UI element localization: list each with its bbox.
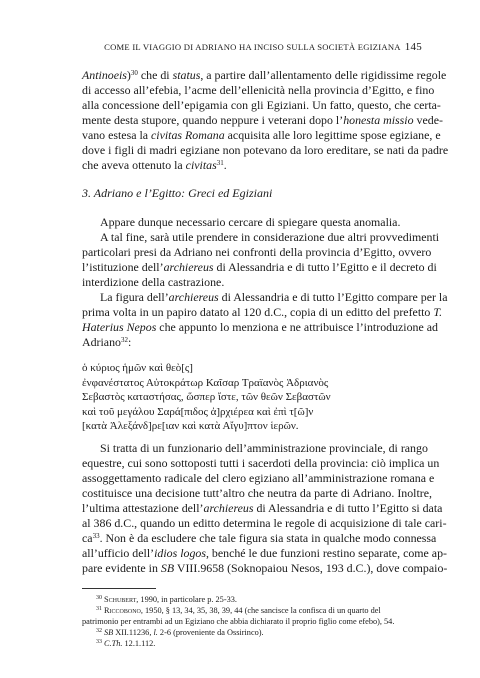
paragraph-1 (82, 68, 449, 173)
text-line: Adriano$^{32}$: (82, 335, 132, 349)
paragraph-2 (82, 215, 422, 230)
text-line: A tal fine, sarà utile prendere in considerazione due altri provvedimenti (100, 230, 440, 244)
greek-line: [κατὰ Ἀλεξάνδ]ρε[ιαν καὶ κατὰ Αἴγυ]πτον ἱερῶν. (82, 420, 299, 433)
text-line: di accesso all’efebia, l’acme dell’ellenicità nella provincia d’Egitto, e fino (82, 83, 435, 97)
text-line: alla concessione dell’epigamia con gli Egiziani. Un fatto, questo, che certa- (82, 98, 441, 112)
footnote-31: $^{31}$ Riccobono, 1950, § 13, 34, 35, 38, 39, 44 (che sancisce la confisca di un quarto del (96, 606, 381, 615)
text-line: interdizione della castrazione. (82, 275, 225, 289)
greek-quotation (82, 361, 382, 434)
running-head (82, 41, 422, 53)
footnote-rule (82, 588, 156, 589)
text-line: particolari presi da Adriano nei confronti della provincia d’Egitto, ovvero (82, 245, 432, 259)
footnote-31-continued: patrimonio per entrambi ad un Egiziano che abbia dichiarato il proprio figlio come efebo), 54. (82, 617, 395, 626)
text-line: Appare dunque necessario cercare di spiegare questa anomalia. (100, 215, 401, 229)
paragraph-4 (82, 290, 448, 350)
text-line: l’istituzione dell’archiereus di Alessandria e di tutto l’Egitto e il decreto di (82, 260, 437, 274)
paragraph-5 (82, 441, 448, 576)
page-number: 145 (404, 41, 422, 53)
footnote-30: $^{30}$ Schubert, 1990, in particolare p. 25-33. (96, 595, 237, 604)
text-line: mente desta stupore, quando neppure i veterani dopo l’honesta missio vede- (82, 113, 443, 127)
footnote-33: $^{33}$ C.Th. 12.1.112. (96, 639, 156, 648)
text-line: assoggettamento radicale del clero egiziano all’amministrazione romana e (82, 471, 435, 485)
text-line: equestre, cui sono sottoposti tutti i sacerdoti della provincia: ciò implica un (82, 456, 440, 470)
text-line: Haterius Nepos che appunto lo menziona e ne attribuisce l’introduzione ad (82, 320, 438, 334)
greek-line: ὁ κύριος ἡμῶν καὶ θεὸ[ς] (82, 362, 193, 374)
footnotes (82, 594, 422, 649)
text-line: Si tratta di un funzionario dell’amministrazione provinciale, di rango (100, 441, 428, 455)
footnote-32: $^{32}$ SB XII.11236, l. 2-6 (proveniente da Ossirinco). (96, 628, 264, 637)
greek-line: ἐνφανέστατος Αὐτοκράτωρ Καῖσαρ Τραϊανὸς Ἁδριανὸς (82, 376, 329, 389)
greek-line: καὶ τοῦ μεγάλου Σαρά[πιδος ἀ]ρχιέρεα καὶ ἐπὶ τ[ῶ]ν (82, 405, 314, 418)
running-head-title: COME IL VIAGGIO DI ADRIANO HA INCISO SULLA SOCIETÀ EGIZIANA (104, 42, 401, 52)
text-line: dove i figli di madri egiziane non potevano da loro ereditare, se nati da padre (82, 143, 449, 157)
greek-line: Σεβαστὸς καταστήσας, ὥσπερ ἴστε, τῶν θεῶν Σεβαστῶν (82, 391, 331, 404)
text-line: che aveva ottenuto la civitas$^{31}$. (82, 158, 227, 172)
text-line: Antinoeis)$^{30}$ che di status, a partire dall’allentamento delle rigidissime regole (82, 68, 447, 82)
text-line: all’ufficio dell’idios logos, benché le due funzioni restino separate, come ap- (82, 546, 447, 560)
text-line: l’ultima attestazione dell’archiereus di Alessandria e di tutto l’Egitto si data (82, 501, 443, 515)
text-line: pare evidente in SB VIII.9658 (Soknopaiou Nesos, 193 d.C.), dove compaio- (82, 561, 448, 575)
text-line: prima volta in un papiro datato al 120 d.C., copia di un editto del prefetto T. (82, 305, 443, 319)
text-line: La figura dell’archiereus di Alessandria e di tutto l’Egitto compare per la (100, 290, 448, 304)
text-line: costituisce una decisione tutt’altro che neutra da parte di Adriano. Inoltre, (82, 486, 432, 500)
text-line: al 386 d.C., quando un editto determina le regole di acquisizione di tale cari- (82, 516, 447, 530)
paragraph-3 (82, 230, 440, 290)
section-heading: 3. Adriano e l’Egitto: Greci ed Egiziani (82, 186, 273, 200)
text-line: $ca^{33}$. Non è da escludere che tale figura sia stata in qualche modo connessa (82, 531, 437, 545)
text-line: vano estesa la civitas Romana acquisita alle loro legittime spose egiziane, e (82, 128, 441, 142)
